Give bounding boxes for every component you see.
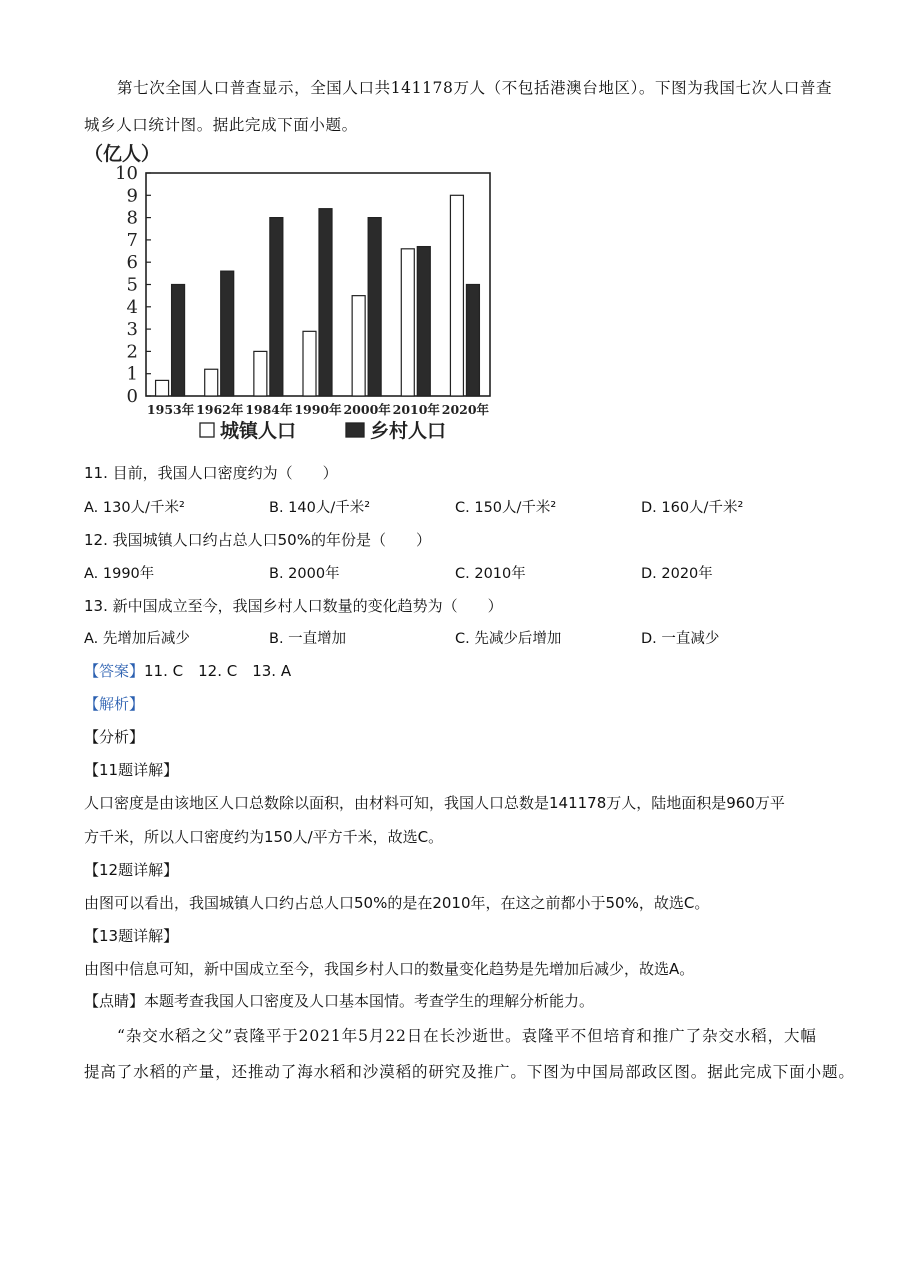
y-tick-label: 2	[126, 341, 138, 363]
legend-urban-label: 城镇人口	[220, 420, 297, 442]
q11-option-b: B. 140人/千米²	[269, 500, 371, 516]
question-11-stem: 11. 目前，我国人口密度约为（ ）	[84, 464, 338, 482]
q13-option-b: B. 一直增加	[269, 631, 347, 647]
rural-bar	[417, 247, 430, 396]
legend-urban-swatch	[200, 423, 214, 437]
rural-bar	[319, 209, 332, 396]
q12-option-c: C. 2010年	[455, 566, 526, 582]
urban-bar	[205, 369, 218, 396]
x-tick-label: 2000年	[343, 402, 391, 417]
rural-bar	[270, 218, 283, 396]
y-tick-label: 3	[126, 319, 138, 341]
x-tick-label: 1990年	[294, 402, 342, 417]
q12-option-d: D. 2020年	[641, 566, 713, 582]
x-tick-label: 2010年	[392, 402, 440, 417]
legend-rural-label: 乡村人口	[370, 420, 447, 442]
question-12-stem: 12. 我国城镇人口约占总人口50%的年份是（ ）	[84, 531, 431, 549]
question-13-stem: 13. 新中国成立至今，我国乡村人口数量的变化趋势为（ ）	[84, 597, 503, 615]
y-tick-label: 0	[126, 386, 138, 407]
legend-rural-swatch	[346, 423, 364, 437]
plot-frame	[146, 173, 490, 396]
rural-bar	[466, 285, 479, 397]
q11-detail-line-1: 人口密度是由该地区人口总数除以面积，由材料可知，我国人口总数是141178万人，陆地面积是960万平	[84, 794, 785, 812]
x-tick-label: 1953年	[146, 402, 195, 417]
q12-detail-line-1: 由图可以看出，我国城镇人口约占总人口50%的是在2010年，在这之前都小于50%，故选C。	[84, 894, 710, 912]
x-tick-label: 2020年	[441, 402, 490, 417]
rural-bar	[368, 218, 381, 396]
intro-line-1: 第七次全国人口普查显示，全国人口共141178万人（不包括港澳台地区）。下图为我国七次人口普查	[117, 79, 833, 97]
urban-bar	[352, 296, 365, 396]
rural-bar	[172, 285, 185, 397]
q11-detail-title: 【11题详解】	[84, 761, 179, 779]
urban-bar	[401, 249, 414, 396]
y-tick-label: 7	[126, 229, 138, 251]
y-unit-label: （亿人）	[84, 143, 161, 165]
q11-option-d: D. 160人/千米²	[641, 500, 744, 516]
dianjing-line: 【点睛】本题考查我国人口密度及人口基本国情。考查学生的理解分析能力。	[84, 992, 595, 1010]
y-tick-label: 10	[115, 163, 138, 184]
q12-option-b: B. 2000年	[269, 566, 340, 582]
y-tick-label: 5	[126, 274, 138, 296]
x-tick-label: 1962年	[196, 402, 244, 417]
answer-text: 11. C 12. C 13. A	[144, 662, 292, 680]
analysis-heading: 【解析】	[84, 695, 145, 713]
y-tick-label: 9	[126, 185, 138, 207]
q11-option-a: A. 130人/千米²	[84, 500, 185, 516]
answer-line	[84, 660, 291, 681]
urban-bar	[450, 195, 463, 396]
q13-detail-title: 【13题详解】	[84, 927, 179, 945]
x-tick-label: 1984年	[245, 402, 293, 417]
q13-detail-line-1: 由图中信息可知，新中国成立至今，我国乡村人口的数量变化趋势是先增加后减少，故选A。	[84, 960, 695, 978]
y-tick-label: 8	[126, 207, 138, 229]
intro-line-2: 城乡人口统计图。据此完成下面小题。	[84, 116, 358, 134]
y-tick-label: 6	[126, 252, 138, 274]
urban-bar	[156, 380, 169, 396]
rural-bar	[221, 271, 234, 396]
q12-option-a: A. 1990年	[84, 566, 155, 582]
q13-option-d: D. 一直减少	[641, 631, 720, 647]
y-tick-label: 1	[126, 363, 138, 385]
q13-option-c: C. 先减少后增加	[455, 631, 562, 647]
intro2-line-1: “杂交水稻之父”袁隆平于2021年5月22日在长沙逝世。袁隆平不但培育和推广了杂交水稻，大幅	[117, 1027, 817, 1045]
q12-detail-title: 【12题详解】	[84, 861, 179, 879]
q13-option-a: A. 先增加后减少	[84, 631, 190, 647]
population-bar-chart	[84, 140, 504, 450]
q11-option-c: C. 150人/千米²	[455, 500, 557, 516]
q11-detail-line-2: 方千米，所以人口密度约为150人/平方千米，故选C。	[84, 828, 444, 846]
urban-bar	[254, 351, 267, 396]
urban-bar	[303, 331, 316, 396]
fenxi-heading: 【分析】	[84, 728, 145, 746]
answer-label: 【答案】	[84, 662, 145, 680]
y-tick-label: 4	[126, 296, 138, 318]
intro2-line-2: 提高了水稻的产量，还推动了海水稻和沙漠稻的研究及推广。下图为中国局部政区图。据此完成下面小题。	[84, 1063, 855, 1081]
